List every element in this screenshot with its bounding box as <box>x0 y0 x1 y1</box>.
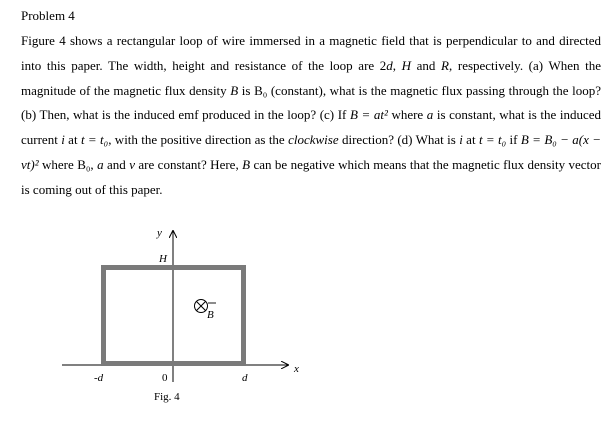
text-segment: at <box>64 132 81 148</box>
var-a: a <box>426 107 434 123</box>
var-B: B <box>242 156 251 172</box>
y-axis-label: y <box>157 227 162 239</box>
text-segment: at <box>462 132 479 148</box>
text-segment: where <box>387 107 427 123</box>
var-B: B <box>230 82 239 98</box>
x-axis-label: x <box>294 363 299 375</box>
origin-label: 0 <box>162 372 168 384</box>
text-segment: and <box>411 57 442 73</box>
text-segment: if <box>506 132 521 148</box>
equation-b-at2: B = at² <box>349 107 388 123</box>
text-segment: where B₀, <box>38 156 98 172</box>
text-segment: , respectively. (a) When the magnitude of the magnetic flux density <box>21 57 602 98</box>
word-clockwise: clockwise <box>288 132 339 148</box>
text-segment: Figure 4 shows a rectangular loop of wire immersed in a magnetic field that is perpendicular to and directed into this paper. The width, height and resistance of the loop are 2 <box>21 33 601 73</box>
d-label: d <box>242 372 248 384</box>
var-R: R <box>441 57 449 73</box>
height-label: H <box>159 253 167 265</box>
equation-b-b0: B = B₀ − a(x − vt)² <box>21 132 602 172</box>
text-segment: is B₀ (constant), what is the magnetic flux passing through the loop? (b) Then, what is the induced emf produced in the loop? (c) If <box>21 82 602 123</box>
var-t: t = t₀ <box>80 132 109 148</box>
var-i: i <box>459 132 463 148</box>
var-i: i <box>61 132 65 148</box>
figure-caption: Fig. 4 <box>154 391 180 403</box>
text-segment: and <box>103 156 130 172</box>
var-a: a <box>97 156 104 172</box>
var-d: d <box>386 57 393 73</box>
b-field-label: B <box>207 309 214 321</box>
var-v: v <box>129 156 135 172</box>
text-segment: , with the positive direction as the <box>108 132 289 148</box>
text-segment: , <box>392 57 402 73</box>
text-segment: can be negative which means that the magnetic flux density vector is coming out of this paper. <box>21 156 601 197</box>
text-segment: are constant? Here, <box>134 156 243 172</box>
var-H: H <box>401 57 412 73</box>
text-segment: direction? (d) What is <box>338 132 460 148</box>
var-t: t = t₀ <box>478 132 507 148</box>
field-into-page-icon <box>195 300 208 313</box>
neg-d-label: -d <box>94 372 104 384</box>
problem-title: Problem 4 <box>21 8 75 23</box>
text-segment: is constant, what is the induced current <box>21 107 601 148</box>
